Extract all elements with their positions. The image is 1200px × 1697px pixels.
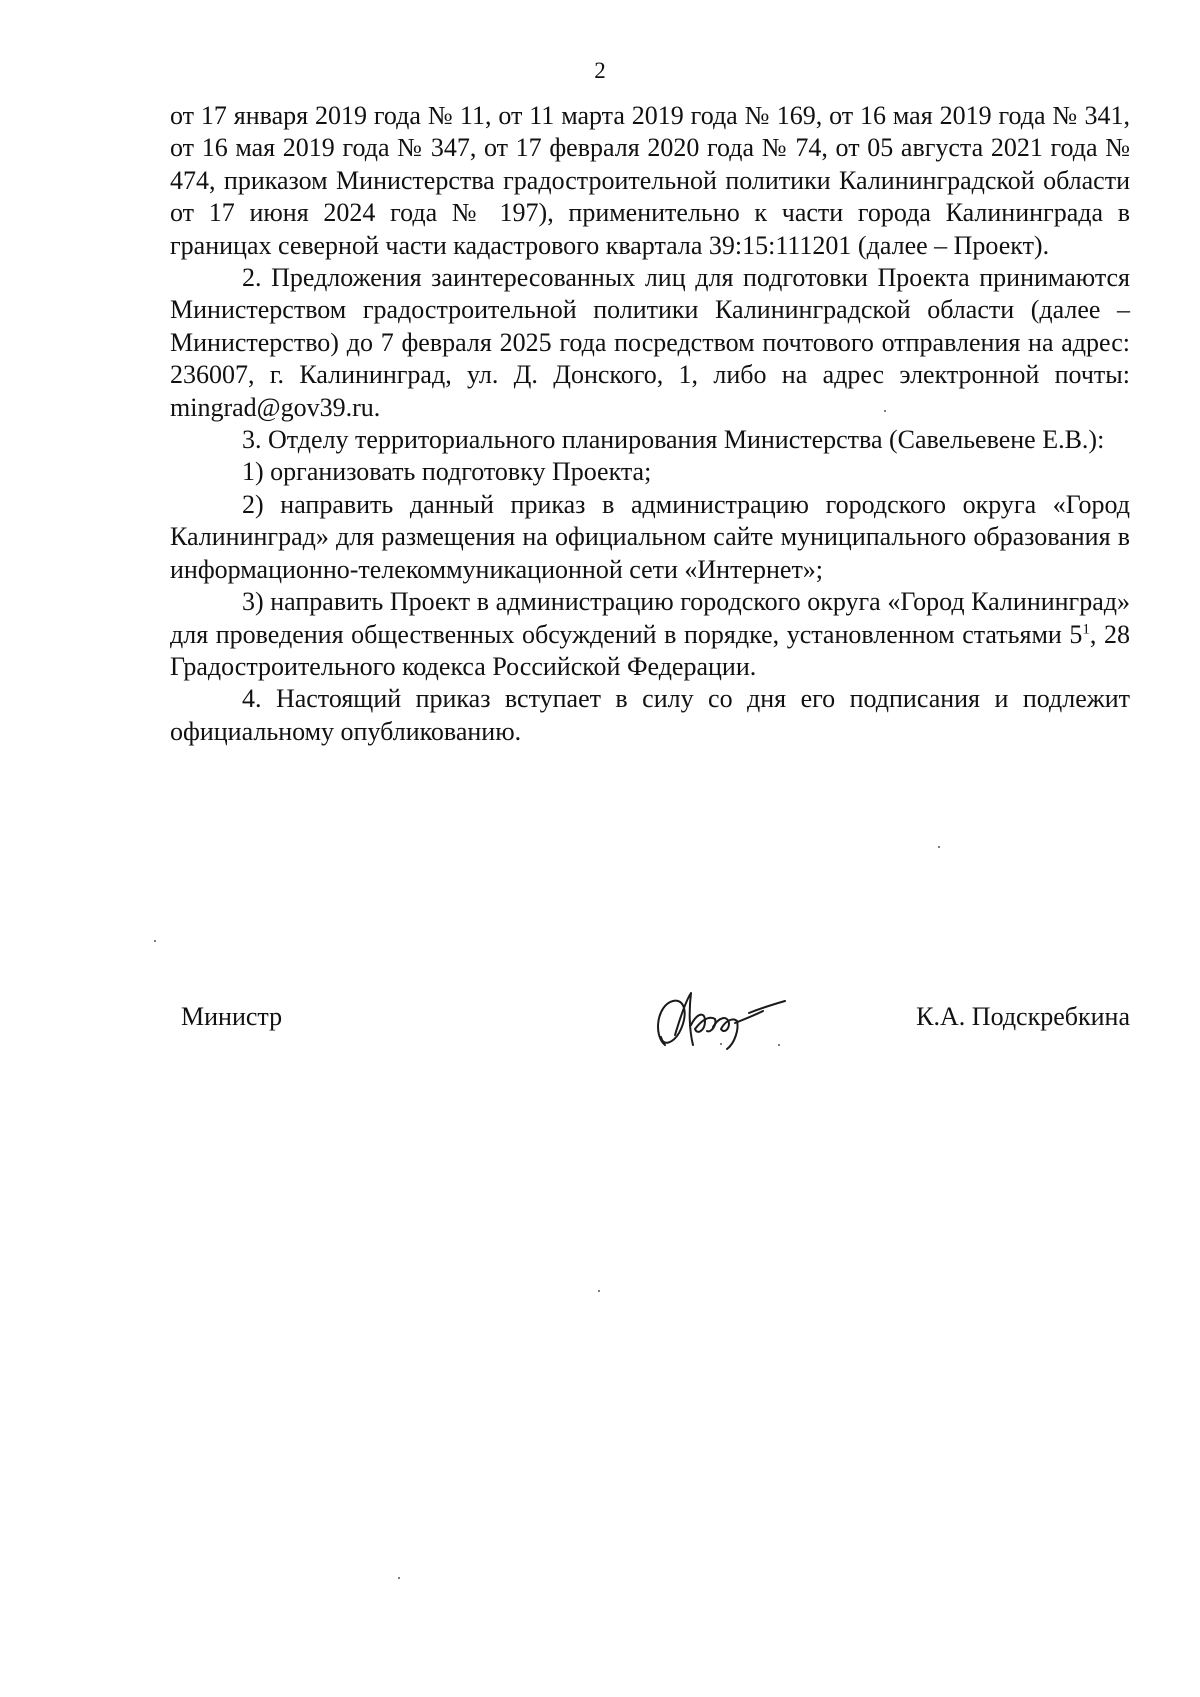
signatory-name: К.А. Подскребкина: [916, 1002, 1130, 1031]
paragraph-3-item-3-tail: , 28 Градостроительного кодекса Российской Федерации.: [170, 619, 1131, 681]
scan-speck: [884, 410, 886, 412]
scan-speck: [598, 1290, 600, 1292]
paragraph-3: 3. Отделу территориального планирования Министерства (Савельевене Е.В.):: [242, 425, 1105, 455]
paragraph-3-item-3-text: 3) направить Проект в администрацию городского округа «Город Калининград» для проведения общественных обсуждений в порядке, установленном статьями 5: [170, 587, 1130, 649]
paragraph-continuation: от 17 января 2019 года № 11, от 11 марта 2019 года № 169, от 16 мая 2019 года № 341, от 16 мая 2019 года № 347, от 17 февраля 2020 года № 74, от 05 августа 2021 года № 474, приказом Министерства градостроительной политики Калининградской области от 17 июня 2024 года № 197), применительно к части города Калининграда в границах северной части кадастрового квартала 39:15:111201 (далее – Проект).: [170, 101, 1130, 260]
page-number: 2: [594, 58, 606, 83]
paragraph-3-item-2: 2) направить данный приказ в администрацию городского округа «Город Калининград» для размещения на официальном сайте муниципального образования в информационно-телекоммуникационной сети «Интернет»;: [170, 489, 1130, 584]
scan-speck: [720, 1043, 722, 1045]
paragraph-3-item-1: 1) организовать подготовку Проекта;: [242, 457, 652, 487]
paragraph-4: 4. Настоящий приказ вступает в силу со дня его подписания и подлежит официальному опубликованию.: [170, 684, 1130, 746]
scan-speck: [938, 846, 940, 848]
signatory-title: Министр: [181, 1002, 283, 1031]
paragraph-3-item-3: [170, 586, 1130, 683]
scan-speck: [778, 1044, 780, 1046]
scan-speck: [398, 1577, 400, 1579]
scan-speck: [154, 940, 156, 942]
document-body: [170, 100, 1130, 748]
superscript-1: 1: [1082, 620, 1090, 637]
paragraph-2: 2. Предложения заинтересованных лиц для подготовки Проекта принимаются Министерством градостроительной политики Калининградской области (далее – Министерство) до 7 февраля 2025 года посредством почтового отправления на адрес: 236007, г. Калининград, ул. Д. Донского, 1, либо на адрес электронной почты: mingrad@gov39.ru.: [170, 263, 1130, 422]
handwritten-signature: [645, 985, 795, 1060]
